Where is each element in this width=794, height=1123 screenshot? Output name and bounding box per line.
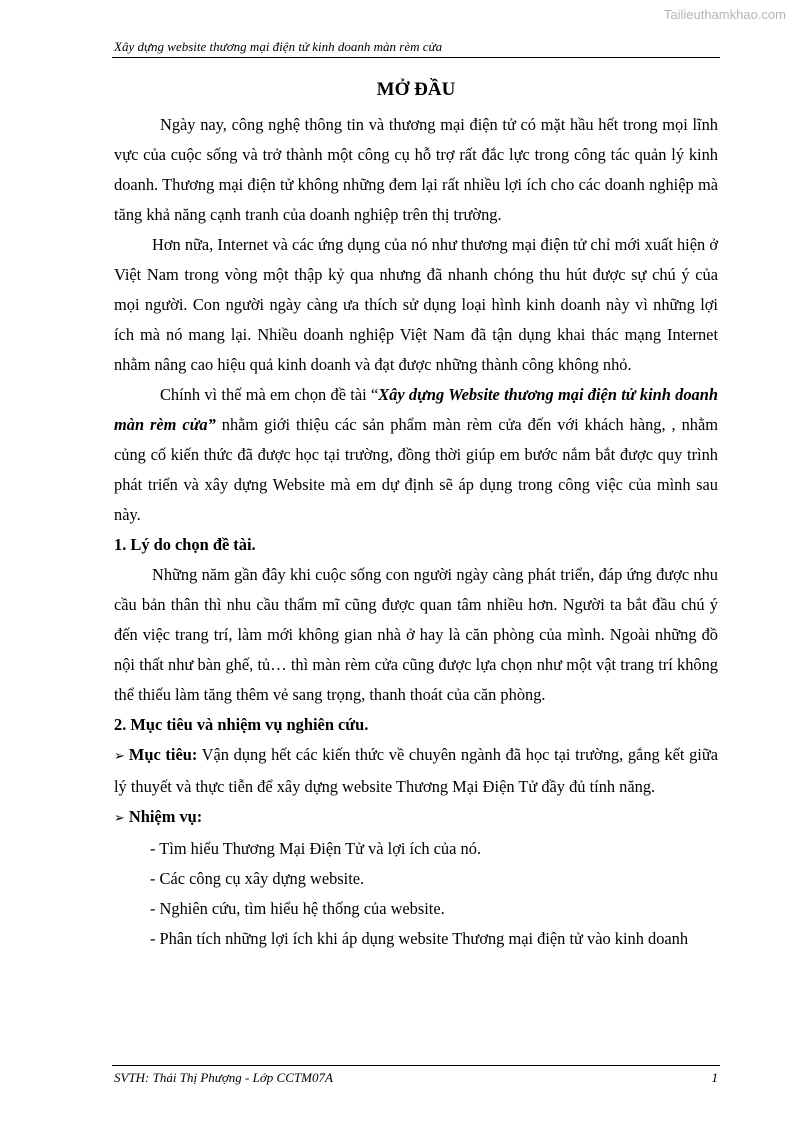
list-item: - Nghiên cứu, tìm hiểu hệ thống của website. (150, 899, 445, 918)
intro-paragraph-2: Hơn nữa, Internet và các ứng dụng của nó như thương mại điện tử chỉ mới xuất hiện ở Việt Nam trong vòng một thập kỷ qua nhưng đã nhanh chóng thu hút được sự chú ý của mọi người. Con người ngày càng ưa thích sử dụng loại hình kinh doanh này vì những lợi ích mà nó mang lại. Nhiều doanh nghiệp Việt Nam đã tận dụng khai thác mạng Internet nhằm nâng cao hiệu quả kinh doanh và đạt được những thành công không nhỏ. (114, 235, 718, 374)
tasks-list (114, 834, 718, 954)
page-number: 1 (711, 1070, 718, 1085)
list-item: - Phân tích những lợi ích khi áp dụng website Thương mại điện tử vào kinh doanh (150, 929, 689, 948)
arrow-bullet-icon: ➢ (114, 749, 125, 764)
topic-title: Xây dựng Website thương mại điện tử kinh doanh màn rèm cửa” (114, 385, 718, 434)
topic-lead-text: Chính vì thế mà em chọn đề tài “ (160, 385, 379, 404)
watermark-text: Tailieuthamkhao.com (663, 7, 786, 22)
intro-paragraph-1: Ngày nay, công nghệ thông tin và thương mại điện tử có mặt hầu hết trong mọi lĩnh vực của cuộc sống và trở thành một công cụ hỗ trợ rất đắc lực trong công tác quản lý kinh doanh. Thương mại điện tử không những đem lại rất nhiều lợi ích cho các doanh nghiệp mà tăng khả năng cạnh tranh của doanh nghiệp trên thị trường. (114, 115, 718, 224)
topic-trailing-text: nhằm giới thiệu các sản phẩm màn rèm cửa đến với khách hàng, , nhằm củng cố kiến thức đã được học tại trường, đồng thời giúp em bước nắm bắt được quy trình phát triển và xây dựng Website mà em dự định sẽ áp dụng trong công việc của mình sau này. (114, 415, 718, 524)
goal-label: Mục tiêu: (128, 745, 198, 764)
running-header: Xây dựng website thương mại điện tử kinh doanh màn rèm cửa (114, 39, 443, 54)
page-body (114, 76, 718, 954)
section-1-heading: 1. Lý do chọn đề tài. (114, 535, 256, 554)
goal-text: Vận dụng hết các kiến thức về chuyên ngành đã học tại trường, gắng kết giữa lý thuyết và thực tiễn để xây dựng website Thương Mại Điện Tử đầy đủ tính năng. (114, 745, 718, 796)
list-item: - Các công cụ xây dựng website. (150, 869, 365, 888)
goal-item (114, 740, 718, 802)
section-1-paragraph: Những năm gần đây khi cuộc sống con người ngày càng phát triển, đáp ứng được nhu cầu bản thân thì nhu cầu thẩm mĩ cũng được quan tâm nhiều hơn. Người ta bắt đầu chú ý đến việc trang trí, làm mới không gian nhà ở hay là căn phòng của mình. Ngoài những đồ nội thất như bàn ghế, tủ… thì màn rèm cửa cũng được lựa chọn như một vật trang trí không thể thiếu làm tăng thêm vẻ sang trọng, thanh thoát của căn phòng. (114, 565, 718, 704)
intro-paragraph-3 (114, 380, 718, 530)
section-2-heading: 2. Mục tiêu và nhiệm vụ nghiên cứu. (114, 715, 369, 734)
page-title: MỞ ĐẦU (376, 79, 456, 100)
header-divider (112, 57, 720, 58)
tasks-item (114, 802, 718, 834)
tasks-label: Nhiệm vụ: (128, 807, 203, 826)
footer-divider (112, 1065, 720, 1066)
list-item: - Tìm hiểu Thương Mại Điện Tử và lợi ích của nó. (150, 839, 481, 858)
arrow-bullet-icon: ➢ (114, 811, 125, 826)
footer-author: SVTH: Thái Thị Phượng - Lớp CCTM07A (114, 1070, 333, 1085)
